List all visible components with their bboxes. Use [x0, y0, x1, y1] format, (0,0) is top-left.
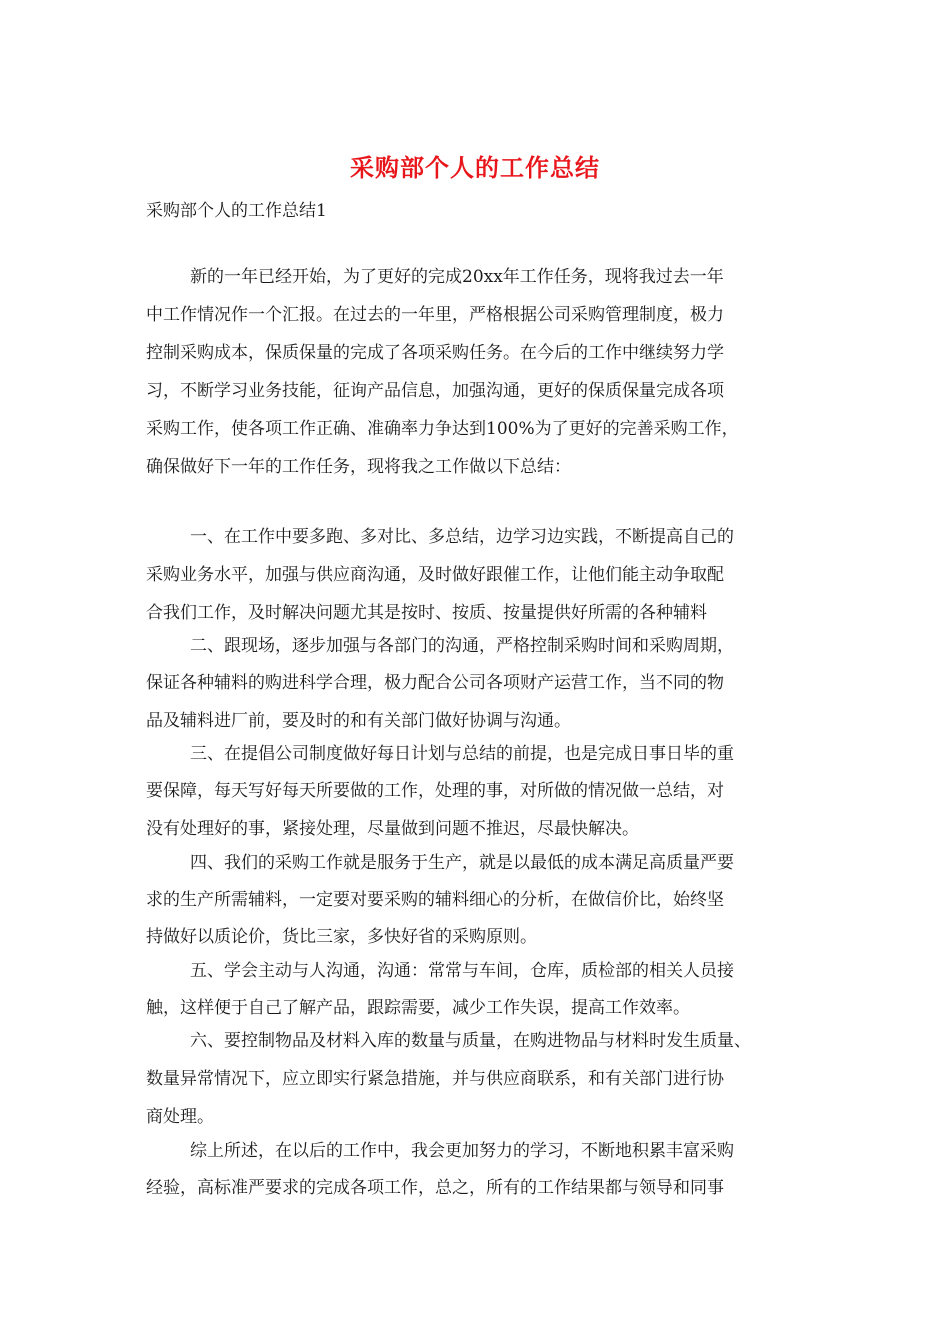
document-subtitle: 采购部个人的工作总结1: [146, 201, 327, 221]
text-line: 五、学会主动与人沟通，沟通：常常与车间，仓库，质检部的相关人员接: [190, 961, 734, 981]
text-line: 一、在工作中要多跑、多对比、多总结，边学习边实践，不断提高自己的: [190, 527, 734, 547]
text-line: 六、要控制物品及材料入库的数量与质量，在购进物品与材料时发生质量、: [190, 1031, 751, 1051]
text-line: 控制采购成本，保质保量的完成了各项采购任务。在今后的工作中继续努力学: [146, 343, 724, 363]
document-title: 采购部个人的工作总结: [350, 153, 600, 182]
text-line: 商处理。: [146, 1107, 214, 1127]
text-line: 习，不断学习业务技能，征询产品信息，加强沟通，更好的保质保量完成各项: [146, 381, 724, 401]
text-line: 综上所述，在以后的工作中，我会更加努力的学习，不断地积累丰富采购: [190, 1141, 734, 1161]
text-line: 采购工作，使各项工作正确、准确率力争达到100%为了更好的完善采购工作，: [146, 419, 739, 439]
text-line: 新的一年已经开始，为了更好的完成20xx年工作任务，现将我过去一年: [190, 267, 724, 287]
text-line: 没有处理好的事，紧接处理，尽量做到问题不推迟，尽最快解决。: [146, 819, 639, 839]
text-line: 三、在提倡公司制度做好每日计划与总结的前提，也是完成日事日毕的重: [190, 744, 734, 764]
text-line: 中工作情况作一个汇报。在过去的一年里，严格根据公司采购管理制度，极力: [146, 305, 724, 325]
text-line: 品及辅料进厂前，要及时的和有关部门做好协调与沟通。: [146, 711, 571, 731]
text-line: 求的生产所需辅料，一定要对要采购的辅料细心的分析，在做信价比，始终坚: [146, 890, 724, 910]
text-line: 持做好以质论价，货比三家，多快好省的采购原则。: [146, 927, 537, 947]
text-line: 二、跟现场，逐步加强与各部门的沟通，严格控制采购时间和采购周期，: [190, 636, 734, 656]
text-line: 合我们工作，及时解决问题尤其是按时、按质、按量提供好所需的各种辅料: [146, 603, 707, 623]
text-line: 四、我们的采购工作就是服务于生产，就是以最低的成本满足高质量严要: [190, 853, 734, 873]
text-line: 确保做好下一年的工作任务，现将我之工作做以下总结：: [146, 457, 571, 477]
text-line: 数量异常情况下，应立即实行紧急措施，并与供应商联系，和有关部门进行协: [146, 1069, 724, 1089]
text-line: 要保障，每天写好每天所要做的工作，处理的事，对所做的情况做一总结，对: [146, 781, 724, 801]
text-line: 经验，高标准严要求的完成各项工作，总之，所有的工作结果都与领导和同事: [146, 1178, 724, 1198]
text-line: 保证各种辅料的购进科学合理，极力配合公司各项财产运营工作，当不同的物: [146, 673, 724, 693]
text-line: 触，这样便于自己了解产品，跟踪需要，减少工作失误，提高工作效率。: [146, 998, 690, 1018]
text-line: 采购业务水平，加强与供应商沟通，及时做好跟催工作，让他们能主动争取配: [146, 565, 724, 585]
